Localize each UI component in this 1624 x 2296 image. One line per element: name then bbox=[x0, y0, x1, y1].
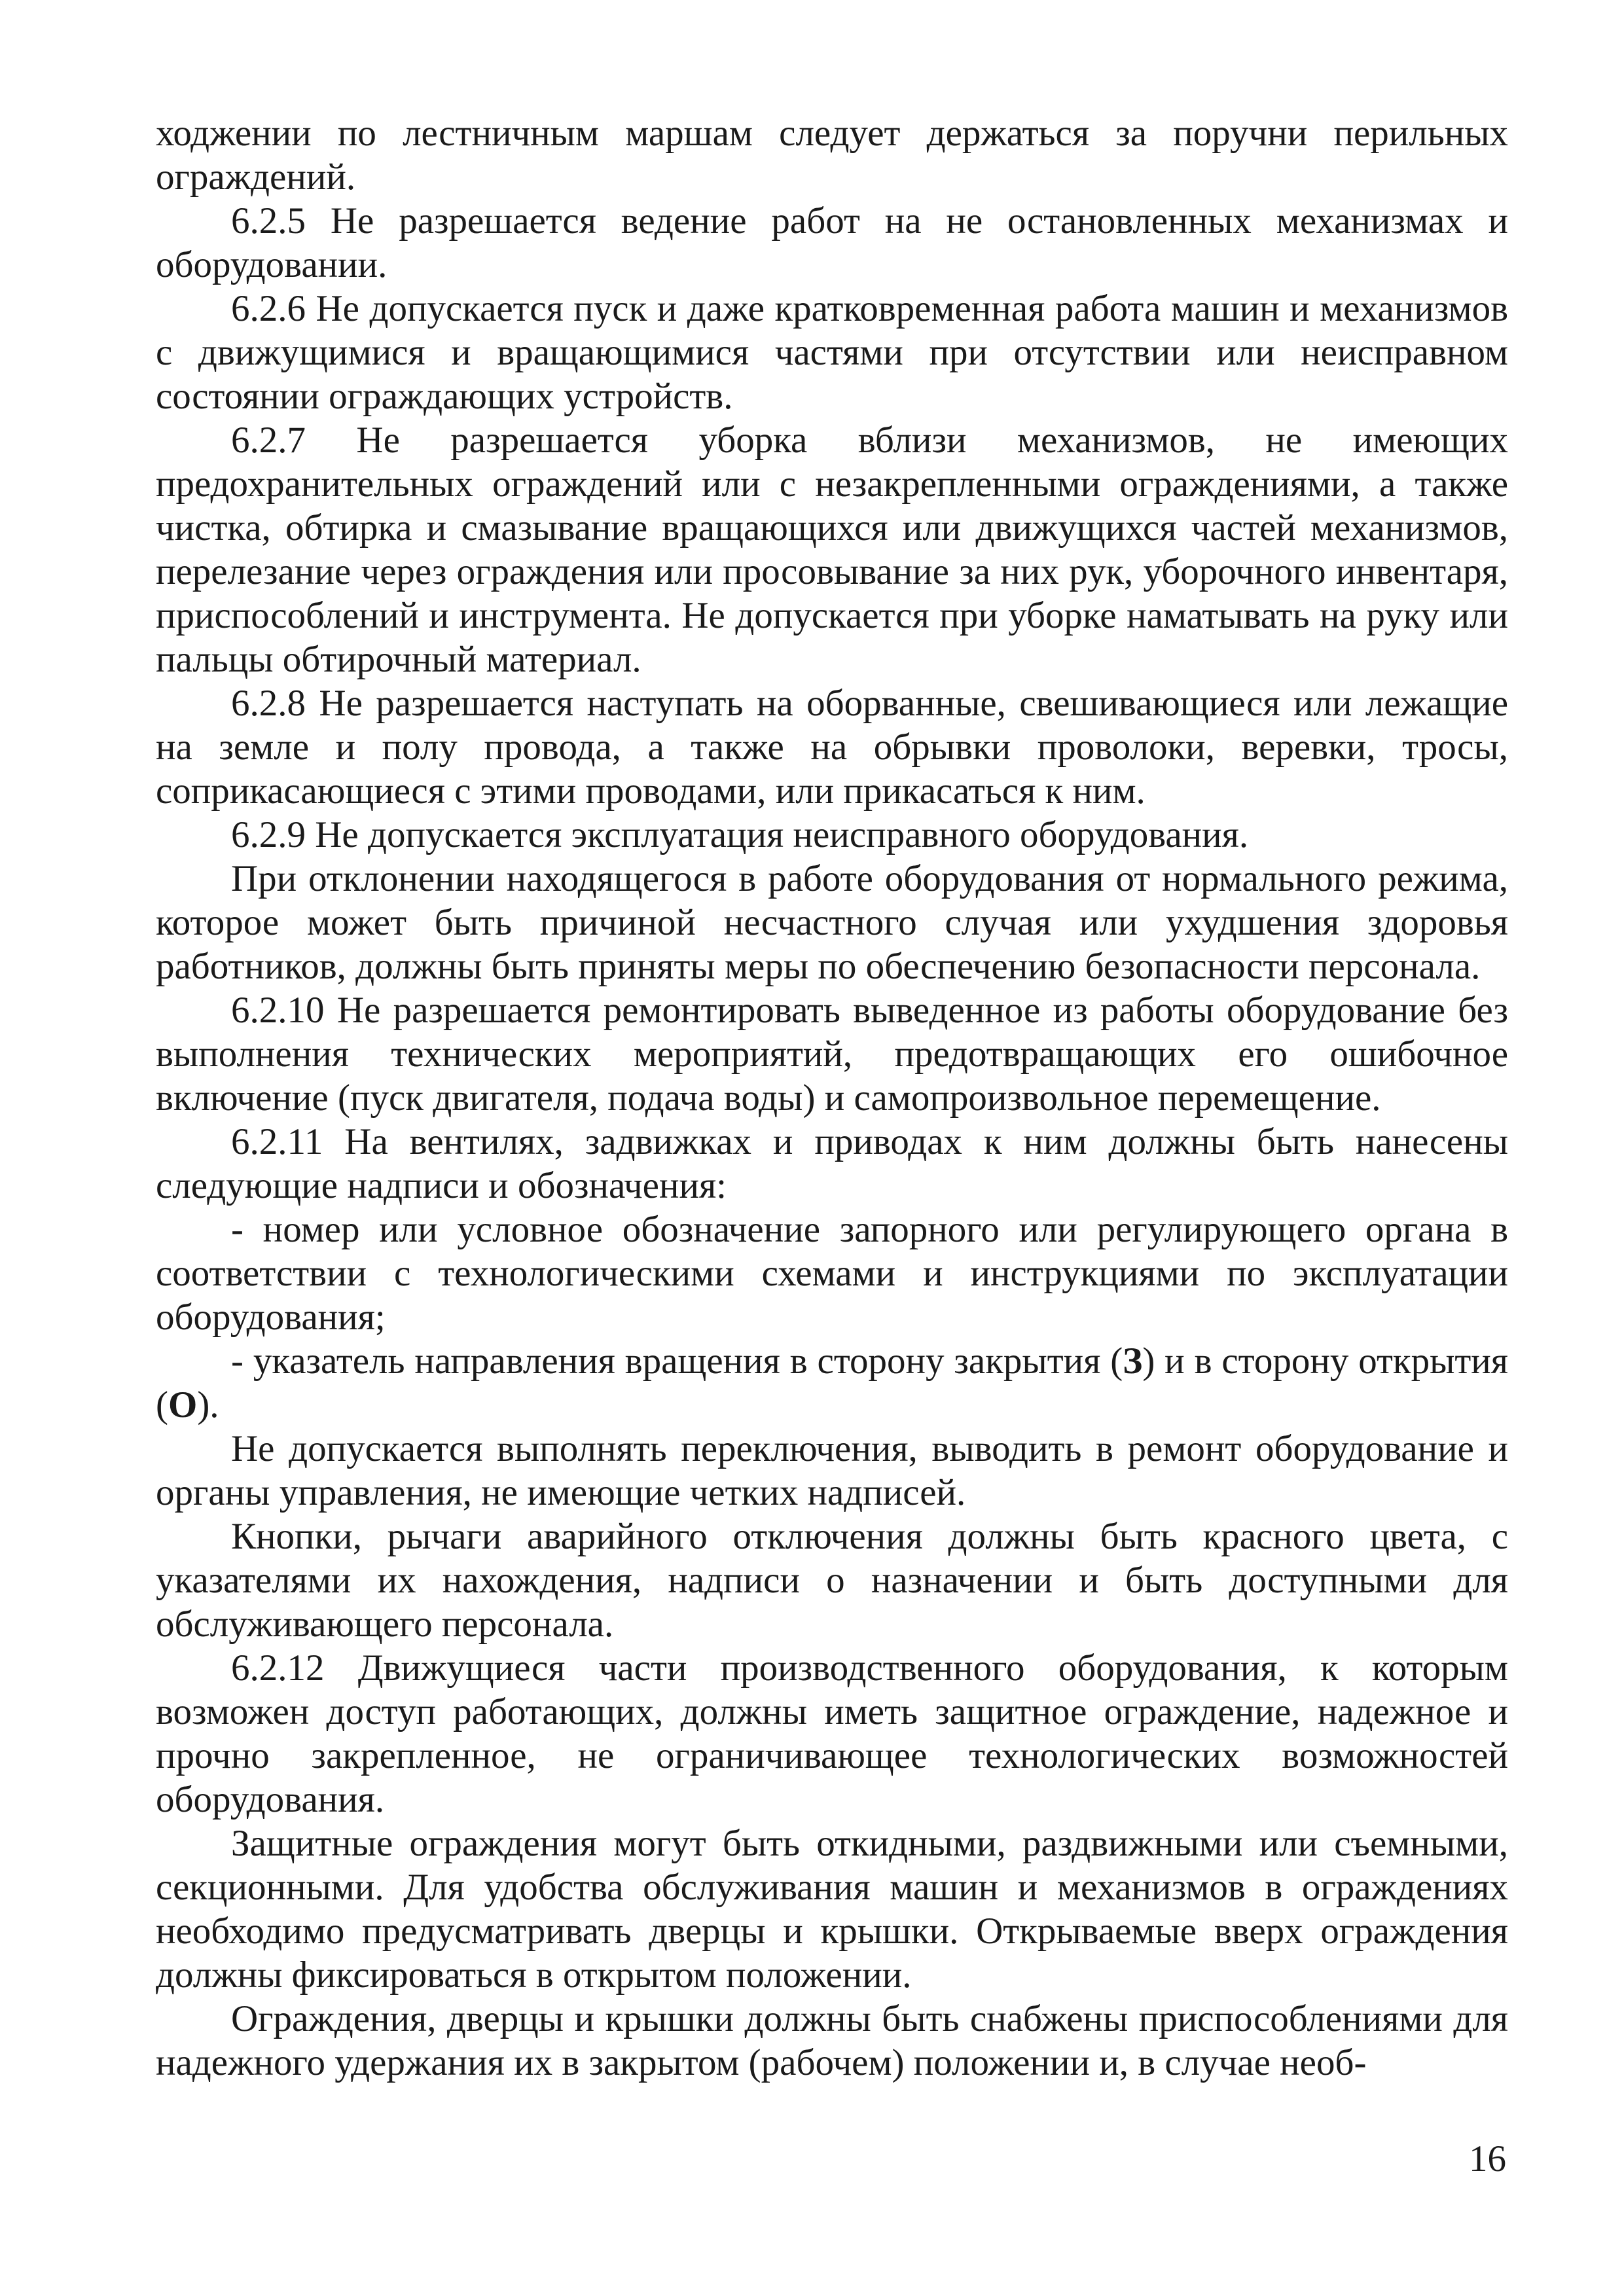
list-item-rotation-direction bbox=[156, 1339, 1508, 1427]
paragraph-6-2-11: 6.2.11 На вентилях, задвижках и приводах к ним должны быть нанесены следующие надписи и обозначения: bbox=[156, 1121, 1508, 1206]
paragraph-6-2-5: 6.2.5 Не разрешается ведение работ на не остановленных механизмах и оборудовании. bbox=[156, 200, 1508, 285]
close-letter: З bbox=[1123, 1340, 1143, 1382]
paragraph-doors-covers: Ограждения, дверцы и крышки должны быть снабжены приспособлениями для надежного удержания их в закрытом (рабочем) положении и, в случае необ- bbox=[156, 1998, 1508, 2083]
paragraph-guards: Защитные ограждения могут быть откидными, раздвижными или съемными, секционными. Для удобства обслуживания машин и механизмов в ограждениях необходимо предусматривать дверцы и крышки. Открываемые вверх ограждения должны фиксироваться в открытом положении. bbox=[156, 1823, 1508, 1996]
paragraph-6-2-12: 6.2.12 Движущиеся части производственного оборудования, к которым возможен доступ работающих, должны иметь защитное ограждение, надежное и прочно закрепленное, не ограничивающее технологических возможностей оборудования. bbox=[156, 1647, 1508, 1820]
open-letter: О bbox=[168, 1384, 198, 1426]
document-body bbox=[156, 111, 1508, 2085]
rotation-prefix: - указатель направления вращения в сторону закрытия ( bbox=[231, 1340, 1123, 1382]
page-number: 16 bbox=[1469, 2138, 1506, 2179]
paragraph-6-2-8: 6.2.8 Не разрешается наступать на оборванные, свешивающиеся или лежащие на земле и полу провода, а также на обрывки проволоки, веревки, тросы, соприкасающиеся с этими проводами, или прикасаться к ним. bbox=[156, 683, 1508, 812]
paragraph-emergency-buttons: Кнопки, рычаги аварийного отключения должны быть красного цвета, с указателями их нахождения, надписи о назначении и быть доступными для обслуживающего персонала. bbox=[156, 1516, 1508, 1645]
rotation-suffix: ). bbox=[197, 1384, 219, 1426]
paragraph-6-2-6: 6.2.6 Не допускается пуск и даже кратковременная работа машин и механизмов с движущимися и вращающимися частями при отсутствии или неисправном состоянии ограждающих устройств. bbox=[156, 288, 1508, 417]
paragraph-6-2-7: 6.2.7 Не разрешается уборка вблизи механизмов, не имеющих предохранительных ограждений или с незакрепленными ограждениями, а также чистка, обтирка и смазывание вращающихся или движущихся частей механизмов, перелезание через ограждения или просовывание за них рук, уборочного инвентаря, приспособлений и инструмента. Не допускается при уборке наматывать на руку или пальцы обтирочный материал. bbox=[156, 420, 1508, 680]
paragraph-switching: Не допускается выполнять переключения, выводить в ремонт оборудование и органы управления, не имеющие четких надписей. bbox=[156, 1428, 1508, 1513]
paragraph-deviation: При отклонении находящегося в работе оборудования от нормального режима, которое может быть причиной несчастного случая или ухудшения здоровья работников, должны быть приняты меры по обеспечению безопасности персонала. bbox=[156, 858, 1508, 987]
paragraph-6-2-10: 6.2.10 Не разрешается ремонтировать выведенное из работы оборудование без выполнения технических мероприятий, предотвращающих его ошибочное включение (пуск двигателя, подача воды) и самопроизвольное перемещение. bbox=[156, 990, 1508, 1119]
paragraph-6-2-9: 6.2.9 Не допускается эксплуатация неисправного оборудования. bbox=[231, 814, 1249, 855]
rotation-middle: ) и в сторону открытия ( bbox=[156, 1340, 1508, 1426]
list-item-marking: - номер или условное обозначение запорного или регулирующего органа в соответствии с технологическими схемами и инструкциями по эксплуатации оборудования; bbox=[156, 1209, 1508, 1338]
paragraph-continuation: ходжении по лестничным маршам следует держаться за поручни перильных ограждений. bbox=[156, 113, 1508, 198]
